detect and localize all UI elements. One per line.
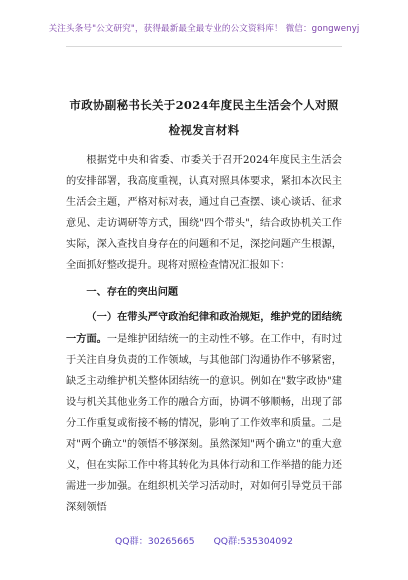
document-body (66, 151, 342, 518)
footer-qq-group-1: QQ群：30265665 (115, 536, 195, 547)
subsection-heading-one: （一）在带头严守政治纪律和政治规矩，维护党的团结统一方面。 (66, 311, 342, 346)
section-heading-one: 一、存在的突出问题 (86, 286, 179, 299)
document-title: 市政协副秘书长关于2024年度民主生活会个人对照检视发言材料 (69, 98, 339, 137)
footer-qq-group-2: QQ群:535304092 (213, 536, 293, 547)
header-promo-note: 关注头条号"公文研究"，获得最新最全最专业的公文资料库！ 微信：gongwenyj (48, 24, 360, 34)
intro-paragraph: 根据党中央和省委、市委关于召开2024年度民主生活会的安排部署，我高度重视，认真对照具体要求，紧扣本次民主生活会主题，严格对标对表，通过自己查摆、谈心谈话、征求意见、走访调研等方式，围绕"四个带头"，结合政协机关工作实际，深入查找自身存在的问题和不足，深挖问题产生根源，全面抓好整改提升。现将对照检查情况汇报如下： (66, 155, 342, 271)
footer-contact (0, 533, 408, 547)
header-divider (66, 46, 342, 47)
subsection-body-one: 一是维护团结统一的主动性不够。在工作中，有时过于关注自身负责的工作领域，与其他部门沟通协作不够紧密，缺乏主动维护机关整体团结统一的意识。例如在"数字政协"建设与机关其他业务工作的融合方面，协调不够顺畅，出现了部分工作重复或衔接不畅的情况，影响了工作效率和质量。二是对"两个确立"的领悟不够深刻。虽然深知"两个确立"的重大意义，但在实际工作中将其转化为具体行动和工作举措的能力还需进一步加强。在组织机关学习活动时，对如何引导党员干部深刻领悟 (66, 334, 343, 513)
subsection-paragraph-one (66, 307, 342, 518)
